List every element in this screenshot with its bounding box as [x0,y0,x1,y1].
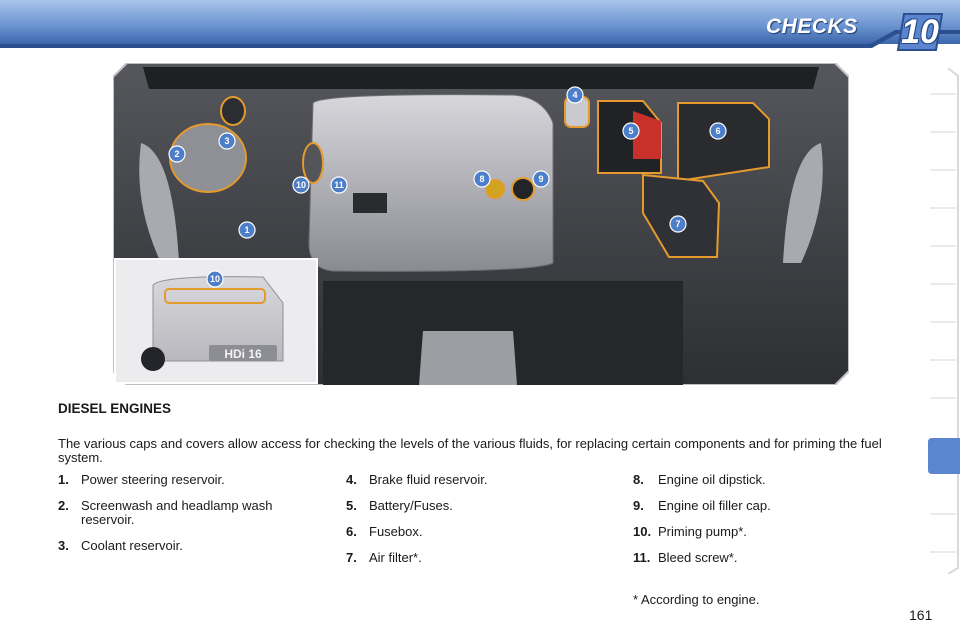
item-text: Battery/Fuses. [369,498,453,513]
callout-label-2: 2 [174,149,180,159]
item-number: 4. [346,472,357,487]
item-text: Engine oil filler cap. [658,498,771,513]
callout-label-4: 4 [572,90,578,100]
item-text: Engine oil dipstick. [658,472,766,487]
item-text: Bleed screw*. [658,550,738,565]
chapter-tab-strip [928,68,960,574]
item-number: 6. [346,524,357,539]
callout-label-9: 9 [538,174,544,184]
callout-label-8: 8 [479,174,485,184]
item-text: Fusebox. [369,524,423,539]
inset-engine-label: HDi 16 [224,347,262,361]
intro-paragraph: The various caps and covers allow access for checking the levels of the various fluids, for replacing certain components and for priming the fuel system. [58,436,882,465]
list-item [346,525,596,539]
item-text: Screenwash and headlamp wash reservoir. [81,498,273,527]
list-item [346,551,596,565]
section-title: DIESEL ENGINES [58,401,172,416]
callout-label-inset-10: 10 [209,274,221,284]
list-item [58,499,318,527]
component-list-column-2 [346,473,596,577]
active-chapter-tab[interactable] [928,436,960,476]
callout-label-7: 7 [675,219,681,229]
list-item [58,473,318,487]
callout-label-11: 11 [334,180,344,190]
item-number: 3. [58,538,69,553]
page-number: 161 [909,607,933,623]
component-list-column-3 [633,473,873,577]
item-number: 8. [633,472,644,487]
item-text: Coolant reservoir. [81,538,183,553]
tab-strip-outline [928,68,960,574]
list-item [346,473,596,487]
callout-label-5: 5 [628,126,634,136]
callout-label-10: 10 [295,180,307,190]
list-item [58,539,318,553]
list-item [633,499,873,513]
item-text: Power steering reservoir. [81,472,225,487]
item-number: 1. [58,472,69,487]
footnote: * According to engine. [633,592,760,607]
item-number: 11. [633,550,651,565]
chapter-number: 10 [901,13,939,51]
component-list-column-1 [58,473,318,565]
item-number: 7. [346,550,357,565]
item-number: 10. [633,524,652,539]
item-text: Air filter*. [369,550,422,565]
item-text: Priming pump*. [658,524,747,539]
engine-bay-photo [113,63,849,385]
list-item [346,499,596,513]
list-item [633,551,873,565]
item-number: 2. [58,498,69,513]
item-number: 9. [633,498,644,513]
callout-label-6: 6 [715,126,721,136]
list-item [633,473,873,487]
chapter-title: CHECKS [766,15,858,38]
item-number: 5. [346,498,357,513]
callout-label-3: 3 [224,136,230,146]
list-item [633,525,873,539]
callout-label-1: 1 [244,225,250,235]
item-text: Brake fluid reservoir. [369,472,488,487]
